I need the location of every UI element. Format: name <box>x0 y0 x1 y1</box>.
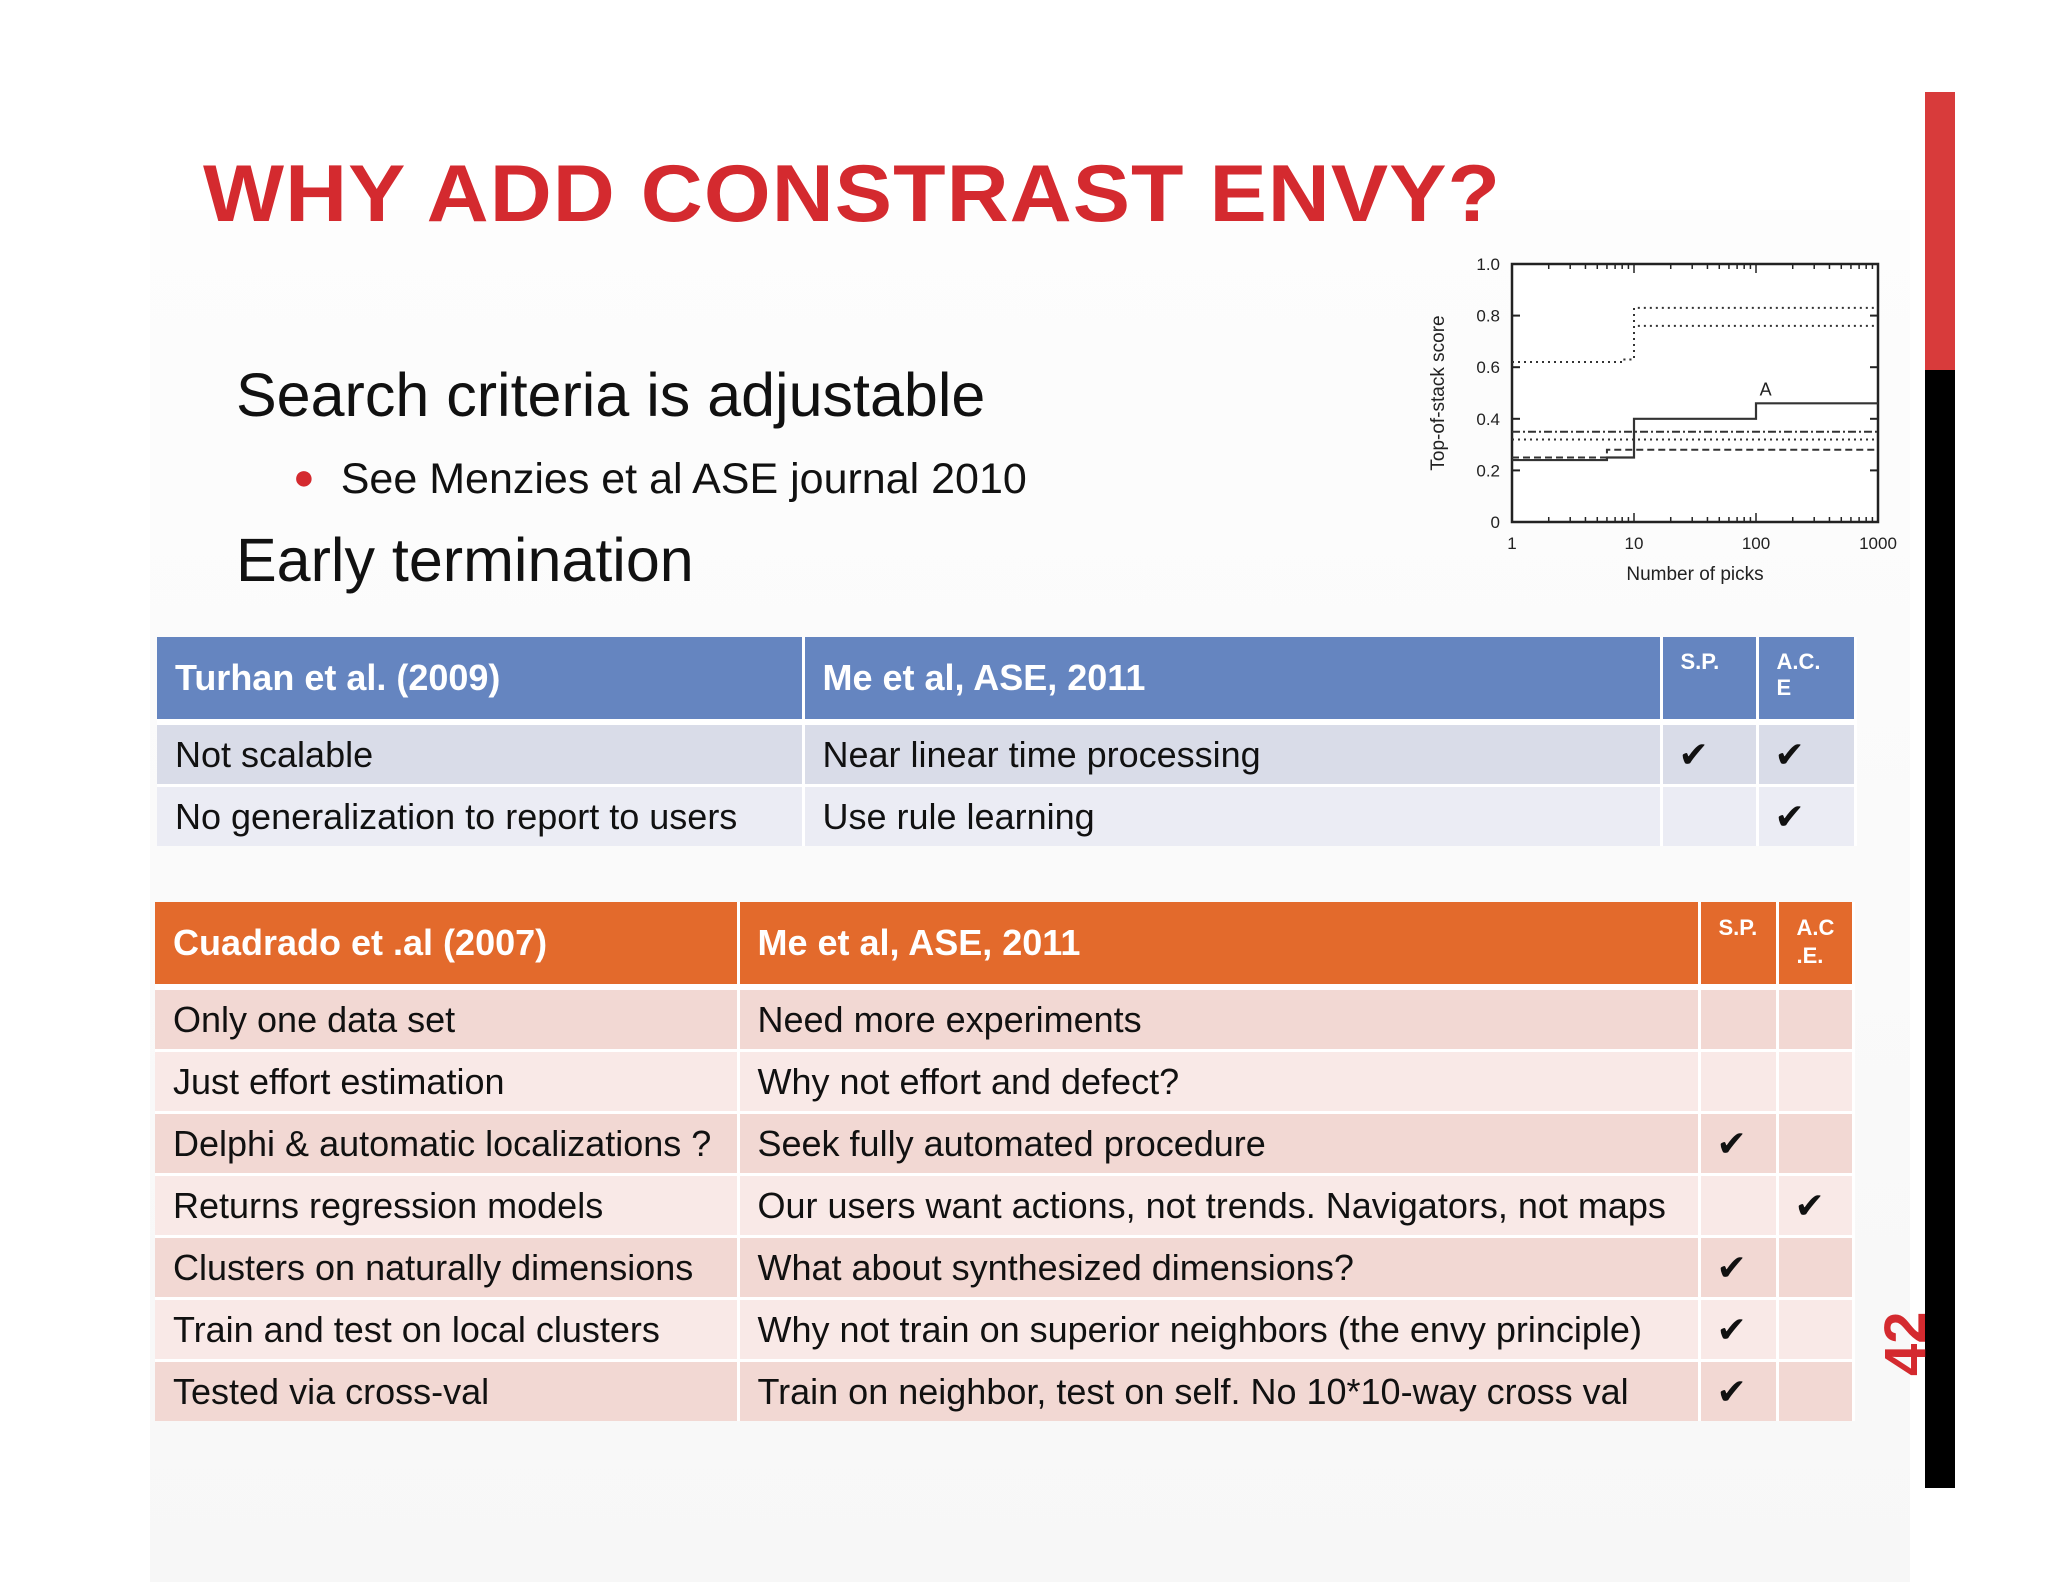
cell-limitation: Delphi & automatic localizations ? <box>155 1113 738 1175</box>
header-ace-line2: E <box>1776 675 1792 700</box>
check-icon <box>1777 1113 1853 1175</box>
check-icon <box>1699 1051 1777 1113</box>
check-icon: ✔ <box>1757 722 1855 786</box>
y-tick-label: 0.6 <box>1476 358 1500 378</box>
cell-response: Use rule learning <box>803 786 1661 847</box>
check-icon <box>1661 786 1757 847</box>
check-icon: ✔ <box>1661 722 1757 786</box>
y-tick-label: 0 <box>1490 513 1500 532</box>
check-icon <box>1699 1175 1777 1237</box>
y-tick-label: 0.8 <box>1476 306 1500 326</box>
cell-response: What about synthesized dimensions? <box>738 1237 1699 1299</box>
cell-response: Our users want actions, not trends. Navigators, not maps <box>738 1175 1699 1237</box>
bullet-search-criteria: Search criteria is adjustable <box>236 361 986 429</box>
cell-limitation: Returns regression models <box>155 1175 738 1237</box>
y-tick-label: 0.4 <box>1476 409 1500 429</box>
y-tick-label: 0.2 <box>1476 461 1500 481</box>
check-icon: ✔ <box>1699 1361 1777 1422</box>
cell-limitation: Not scalable <box>157 722 803 786</box>
table-row <box>155 987 1853 1051</box>
page-number: 42 <box>1873 1311 1938 1376</box>
table-row <box>155 1113 1853 1175</box>
table-row <box>157 786 1855 847</box>
check-icon: ✔ <box>1699 1237 1777 1299</box>
y-tick-label: 1.0 <box>1476 255 1500 274</box>
check-icon <box>1777 1051 1853 1113</box>
header-cuadrado: Cuadrado et .al (2007) <box>155 902 738 987</box>
header-ace-line1: A.C. <box>1776 649 1821 674</box>
turhan-comparison-table <box>157 637 1857 846</box>
table-row <box>157 722 1855 786</box>
chart-y-label: Top-of-stack score <box>1428 315 1449 471</box>
header-ace <box>1757 637 1855 722</box>
side-accent-bar-red <box>1925 92 1955 370</box>
header-ace <box>1777 902 1853 987</box>
check-icon <box>1777 987 1853 1051</box>
header-sp: S.P. <box>1661 637 1757 722</box>
top-of-stack-chart <box>1420 240 1920 600</box>
chart-x-label: Number of picks <box>1626 564 1764 585</box>
table-header-row <box>155 902 1853 987</box>
header-sp: S.P. <box>1699 902 1777 987</box>
check-icon <box>1777 1361 1853 1422</box>
cell-limitation: Tested via cross-val <box>155 1361 738 1422</box>
cell-response: Train on neighbor, test on self. No 10*10-way cross val <box>738 1361 1699 1422</box>
bullet-early-termination: Early termination <box>236 526 694 594</box>
check-icon: ✔ <box>1699 1113 1777 1175</box>
check-icon <box>1777 1299 1853 1361</box>
x-tick-label: 1 <box>1507 534 1517 553</box>
x-tick-label: 100 <box>1741 534 1771 553</box>
table-row <box>155 1051 1853 1113</box>
cell-response: Near linear time processing <box>803 722 1661 786</box>
table-header-row <box>157 637 1855 722</box>
cell-response: Seek fully automated procedure <box>738 1113 1699 1175</box>
bullet-dot-icon: ● <box>293 456 315 497</box>
cuadrado-comparison-table <box>155 902 1855 1421</box>
x-tick-label: 1000 <box>1859 534 1897 553</box>
cell-response: Why not effort and defect? <box>738 1051 1699 1113</box>
cell-limitation: Clusters on naturally dimensions <box>155 1237 738 1299</box>
cell-limitation: Just effort estimation <box>155 1051 738 1113</box>
check-icon: ✔ <box>1777 1175 1853 1237</box>
table-row <box>155 1175 1853 1237</box>
cell-limitation: Train and test on local clusters <box>155 1299 738 1361</box>
table-row <box>155 1361 1853 1422</box>
check-icon: ✔ <box>1757 786 1855 847</box>
cell-response: Why not train on superior neighbors (the envy principle) <box>738 1299 1699 1361</box>
chart-annotation-a: A <box>1759 379 1772 400</box>
sub-bullet-menzies <box>293 455 1027 504</box>
check-icon: ✔ <box>1699 1299 1777 1361</box>
header-turhan: Turhan et al. (2009) <box>157 637 803 722</box>
header-me-et-al: Me et al, ASE, 2011 <box>803 637 1661 722</box>
check-icon <box>1699 987 1777 1051</box>
table-row <box>155 1237 1853 1299</box>
table-row <box>155 1299 1853 1361</box>
cell-response: Need more experiments <box>738 987 1699 1051</box>
header-ace-line2: .E. <box>1796 943 1824 968</box>
sub-bullet-text: See Menzies et al ASE journal 2010 <box>340 455 1027 503</box>
header-ace-line1: A.C <box>1796 915 1835 940</box>
cell-limitation: Only one data set <box>155 987 738 1051</box>
slide-title: WHY ADD CONSTRAST ENVY? <box>203 149 1502 239</box>
x-tick-label: 10 <box>1624 534 1644 553</box>
check-icon <box>1777 1237 1853 1299</box>
chart-plot-frame <box>1512 264 1878 522</box>
header-me-et-al: Me et al, ASE, 2011 <box>738 902 1699 987</box>
cell-limitation: No generalization to report to users <box>157 786 803 847</box>
